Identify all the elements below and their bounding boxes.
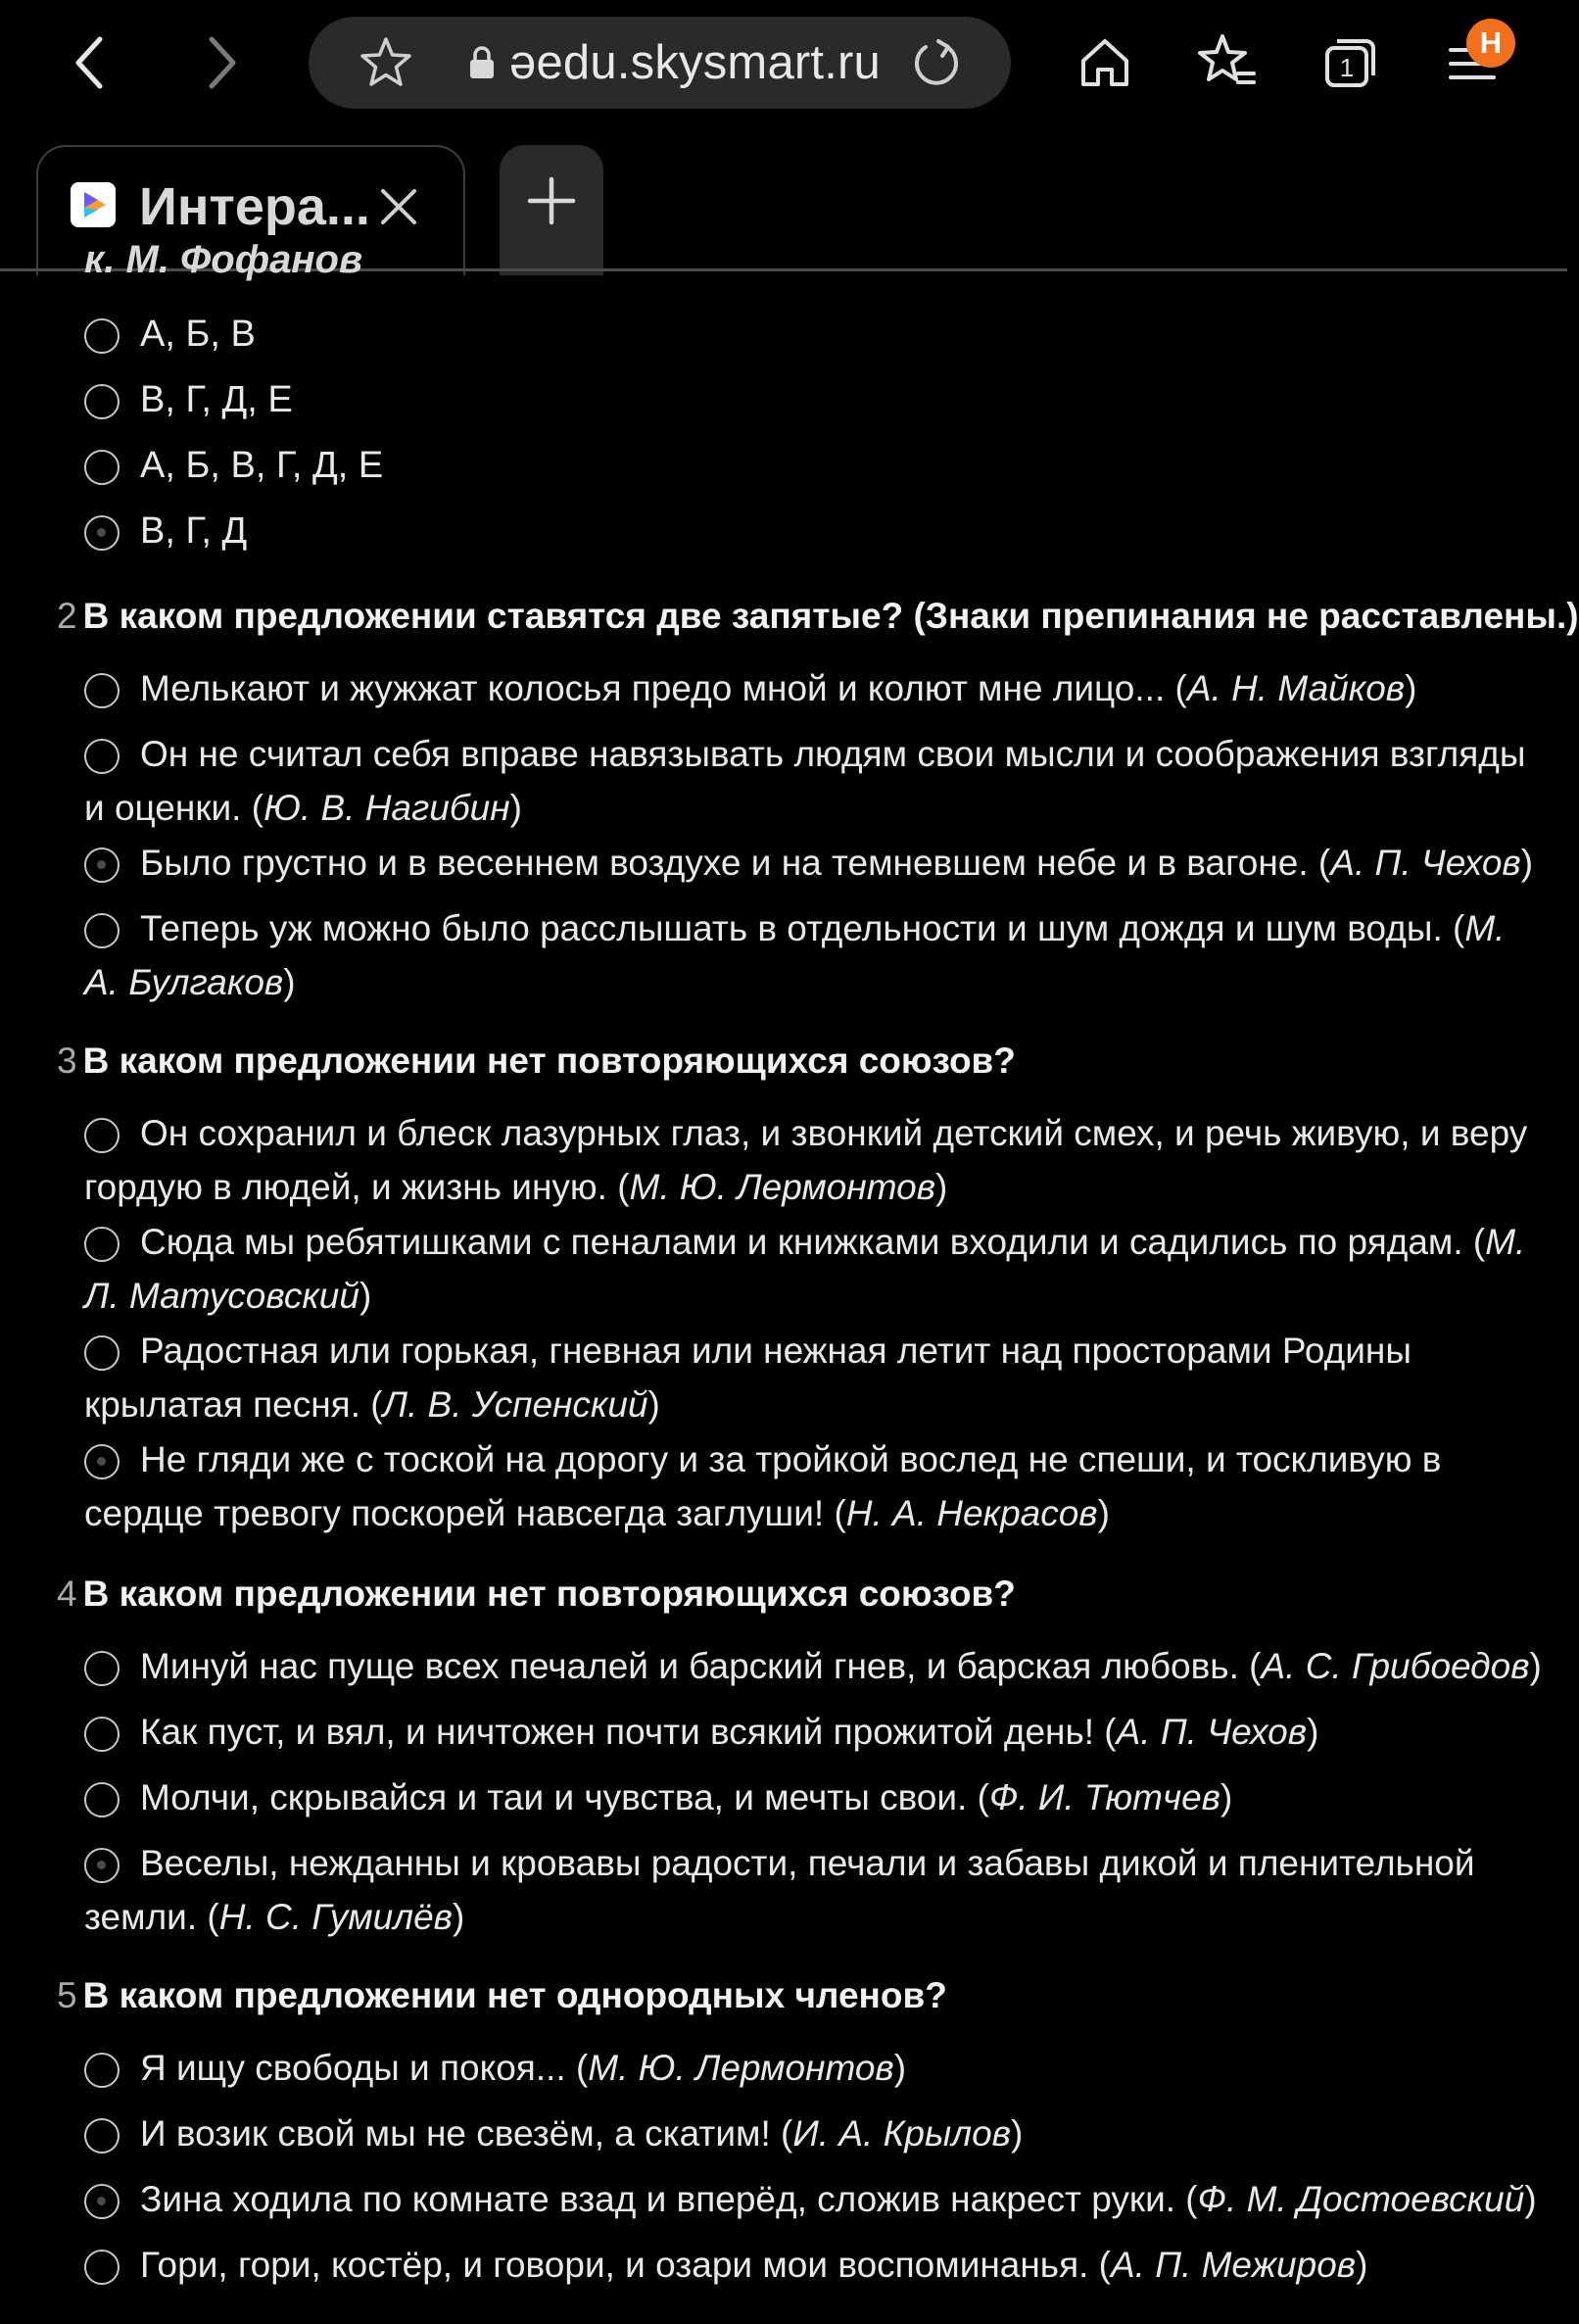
radio-button[interactable] (84, 1227, 120, 1262)
radio-button[interactable] (84, 1118, 120, 1153)
q3-option-2[interactable] (84, 1215, 1544, 1323)
option-author: Ю. В. Нагибин (263, 788, 510, 828)
option-close: ) (1524, 2179, 1537, 2219)
radio-button-selected[interactable] (84, 515, 120, 551)
option-text: А, Б, В (140, 314, 256, 355)
q2-option-3[interactable] (84, 836, 1544, 890)
radio-button-selected[interactable] (84, 847, 120, 883)
lock-icon (467, 45, 497, 80)
option-text: Теперь уж можно было расслышать в отдельности и шум дождя и шум воды. ( (140, 908, 1465, 948)
radio-button[interactable] (84, 1651, 120, 1686)
q2-option-4[interactable] (84, 901, 1544, 1009)
cut-off-text: к. М. Фофанов (84, 238, 363, 281)
option-close: ) (1529, 1646, 1542, 1686)
star-icon[interactable] (358, 34, 414, 91)
option-close: ) (1097, 1493, 1110, 1533)
option-author: Ф. М. Достоевский (1197, 2179, 1525, 2219)
q5-option-3[interactable] (84, 2172, 1544, 2226)
question-text: В каком предложении нет повторяющихся союзов? (82, 1041, 1016, 1081)
q3-option-3[interactable] (84, 1324, 1544, 1431)
q3-option-4[interactable] (84, 1432, 1544, 1540)
radio-button[interactable] (84, 2053, 120, 2088)
radio-button-selected[interactable] (84, 1848, 120, 1883)
option-close: ) (509, 788, 522, 828)
url-prefix-fragment: ə (509, 36, 537, 89)
option-text: В, Г, Д (140, 510, 248, 552)
question-text: В каком предложении ставятся две запятые? (Знаки препинания не расставлены.) (82, 596, 1579, 636)
radio-button[interactable] (84, 1717, 120, 1752)
q1-option-1[interactable] (84, 307, 1544, 362)
option-close: ) (935, 1167, 948, 1207)
q4-option-4[interactable] (84, 1836, 1544, 1944)
option-author: Н. С. Гумилёв (218, 1897, 453, 1937)
forward-arrow-icon (184, 27, 255, 98)
option-text: Гори, гори, костёр, и говори, и озари мои воспоминанья. ( (140, 2245, 1111, 2285)
plus-icon (527, 176, 576, 225)
option-close: ) (1010, 2113, 1024, 2154)
q4-option-3[interactable] (84, 1770, 1544, 1824)
option-close: ) (283, 962, 296, 1002)
radio-button[interactable] (84, 1782, 120, 1817)
q5-option-4[interactable] (84, 2238, 1544, 2292)
q4-option-2[interactable] (84, 1705, 1544, 1759)
new-tab-button[interactable] (500, 145, 603, 275)
q2-option-1[interactable] (84, 661, 1544, 715)
close-icon[interactable] (378, 186, 419, 227)
option-author: М. Ю. Лермонтов (629, 1167, 936, 1207)
radio-button[interactable] (84, 450, 120, 485)
option-author: Л. В. Успенский (382, 1384, 648, 1425)
radio-button[interactable] (84, 673, 120, 708)
question-text: В каком предложении нет повторяющихся союзов? (82, 1574, 1016, 1614)
radio-button[interactable] (84, 913, 120, 948)
radio-button[interactable] (84, 739, 120, 774)
tab-title: Интера... (139, 177, 370, 236)
menu-notification-badge: H (1466, 19, 1515, 68)
option-close: ) (452, 1897, 465, 1937)
question-5-heading (57, 1975, 947, 2016)
back-arrow-icon (57, 27, 127, 98)
option-close: ) (1307, 1712, 1319, 1752)
option-text: Веселы, нежданны и кровавы радости, печали и забавы дикой и пленительной земли. ( (84, 1843, 1475, 1937)
option-text: Было грустно и в весеннем воздухе и на темневшем небе и в вагоне. ( (140, 843, 1331, 883)
option-text: Он не считал себя вправе навязывать людям свои мысли и соображения взгляды и оценки. ( (84, 734, 1526, 828)
url-text[interactable] (509, 17, 881, 109)
option-close: ) (1405, 668, 1417, 708)
radio-button-selected[interactable] (84, 1444, 120, 1479)
option-author: А. С. Грибоедов (1261, 1646, 1530, 1686)
reload-icon[interactable] (908, 34, 965, 91)
option-text: Радостная или горькая, гневная или нежная летит над просторами Родины крылатая песня. ( (84, 1331, 1412, 1425)
question-2-heading (57, 596, 1579, 637)
address-bar[interactable] (309, 17, 1011, 109)
option-text: И возик свой мы не свезём, а скатим! ( (140, 2113, 793, 2154)
radio-button[interactable] (84, 2250, 120, 2285)
radio-button[interactable] (84, 318, 120, 354)
question-3-heading (57, 1041, 1016, 1082)
question-number: 2 (57, 596, 77, 636)
option-author: М. Ю. Лермонтов (588, 2048, 894, 2088)
q2-option-2[interactable] (84, 727, 1544, 835)
option-author: А. Н. Майков (1186, 668, 1406, 708)
question-number: 5 (57, 1975, 77, 2015)
option-text: Сюда мы ребятишками с пеналами и книжками входили и садились по рядам. ( (140, 1222, 1486, 1262)
option-close: ) (647, 1384, 660, 1425)
url-domain: edu.skysmart.ru (536, 36, 882, 89)
question-number: 4 (57, 1574, 77, 1614)
option-author: И. А. Крылов (792, 2113, 1011, 2154)
option-author: М. А. Булгаков (84, 908, 1506, 1002)
option-author: Ф. И. Тютчев (988, 1777, 1220, 1817)
option-close: ) (1220, 1777, 1233, 1817)
forward-button[interactable] (184, 27, 255, 98)
skysmart-favicon-icon (71, 182, 116, 227)
q1-option-4[interactable] (84, 504, 1544, 558)
option-author: А. П. Чехов (1116, 1712, 1308, 1752)
option-text: В, Г, Д, Е (140, 379, 293, 420)
option-text: А, Б, В, Г, Д, Е (140, 445, 384, 486)
option-close: ) (893, 2048, 907, 2088)
q5-option-2[interactable] (84, 2106, 1544, 2160)
option-text: Как пуст, и вял, и ничтожен почти всякий прожитой день! ( (140, 1712, 1117, 1752)
radio-button-selected[interactable] (84, 2184, 120, 2219)
option-text: Молчи, скрывайся и таи и чувства, и мечты свои. ( (140, 1777, 989, 1817)
option-text: Он сохранил и блеск лазурных глаз, и звонкий детский смех, и речь живую, и веру гордую в людей, и жизнь иную. ( (84, 1113, 1528, 1207)
option-author: А. П. Межиров (1111, 2245, 1357, 2285)
favorites-icon[interactable] (1193, 28, 1262, 97)
question-text: В каком предложении нет однородных членов? (82, 1975, 947, 2015)
option-author: М. Л. Матусовский (84, 1222, 1526, 1316)
option-text: Минуй нас пуще всех печалей и барский гнев, и барская любовь. ( (140, 1646, 1262, 1686)
tabs-icon[interactable] (1316, 28, 1384, 97)
option-text: Не гляди же с тоской на дорогу и за тройкой вослед не спеши, и тоскливую в сердце тревогу поскорей навсегда заглуши! ( (84, 1439, 1442, 1533)
question-number: 3 (57, 1041, 77, 1081)
q5-option-1[interactable] (84, 2041, 1544, 2095)
q3-option-1[interactable] (84, 1106, 1544, 1214)
browser-toolbar (0, 0, 1567, 127)
option-close: ) (1520, 843, 1534, 883)
option-author: А. П. Чехов (1330, 843, 1521, 883)
q4-option-1[interactable] (84, 1639, 1544, 1693)
option-text: Мелькают и жужжат колосья предо мной и колют мне лицо... ( (140, 668, 1187, 708)
option-close: ) (359, 1276, 372, 1316)
question-4-heading (57, 1574, 1016, 1615)
q1-option-2[interactable] (84, 372, 1544, 427)
back-button[interactable] (57, 27, 127, 98)
q1-option-3[interactable] (84, 438, 1544, 493)
svg-text:1: 1 (1339, 53, 1355, 82)
radio-button[interactable] (84, 2118, 120, 2154)
radio-button[interactable] (84, 384, 120, 419)
radio-button[interactable] (84, 1335, 120, 1371)
home-icon[interactable] (1071, 28, 1139, 97)
quiz-content (0, 238, 1579, 2324)
option-text: Зина ходила по комнате взад и вперёд, сложив накрест руки. ( (140, 2179, 1198, 2219)
option-close: ) (1356, 2245, 1368, 2285)
option-author: Н. А. Некрасов (845, 1493, 1098, 1533)
option-text: Я ищу свободы и покоя... ( (140, 2048, 589, 2088)
